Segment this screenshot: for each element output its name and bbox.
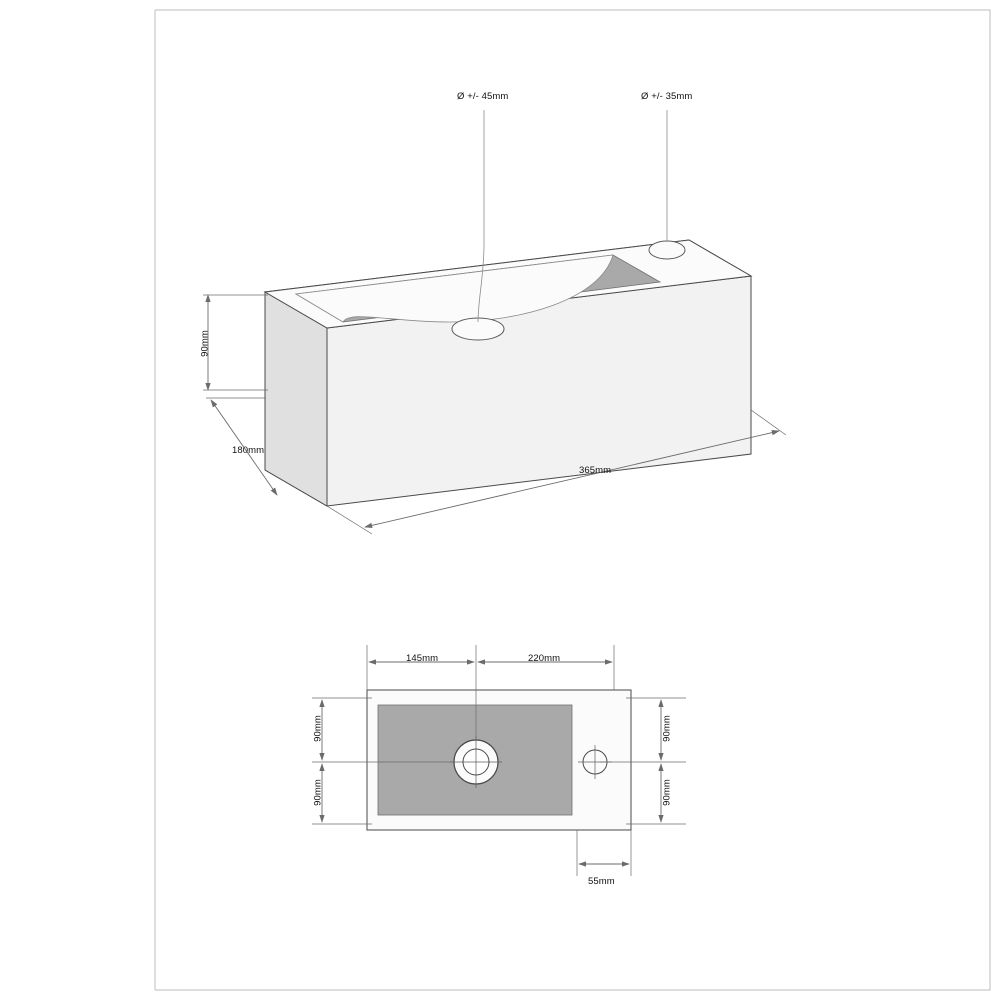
label-left-90-upper: 90mm (312, 715, 324, 742)
sheet-border (155, 10, 990, 990)
label-right-90-lower: 90mm (661, 779, 673, 806)
label-hole-right-diameter: Ø +/- 35mm (641, 91, 693, 102)
label-top-145: 145mm (406, 653, 439, 664)
dimension-bottom-55 (577, 830, 631, 876)
top-view (312, 645, 686, 876)
isometric-view (203, 110, 786, 534)
body-left-face (265, 292, 327, 506)
label-bottom-55: 55mm (588, 876, 615, 887)
label-iso-depth: 180mm (232, 445, 265, 456)
tap-hole-right-iso (649, 241, 685, 259)
label-left-90-lower: 90mm (312, 779, 324, 806)
label-iso-width: 365mm (579, 465, 612, 476)
label-iso-height: 90mm (199, 330, 211, 357)
label-hole-center-diameter: Ø +/- 45mm (457, 91, 509, 102)
dimension-height-90 (203, 295, 268, 390)
label-right-90-upper: 90mm (661, 715, 673, 742)
label-top-220: 220mm (528, 653, 561, 664)
